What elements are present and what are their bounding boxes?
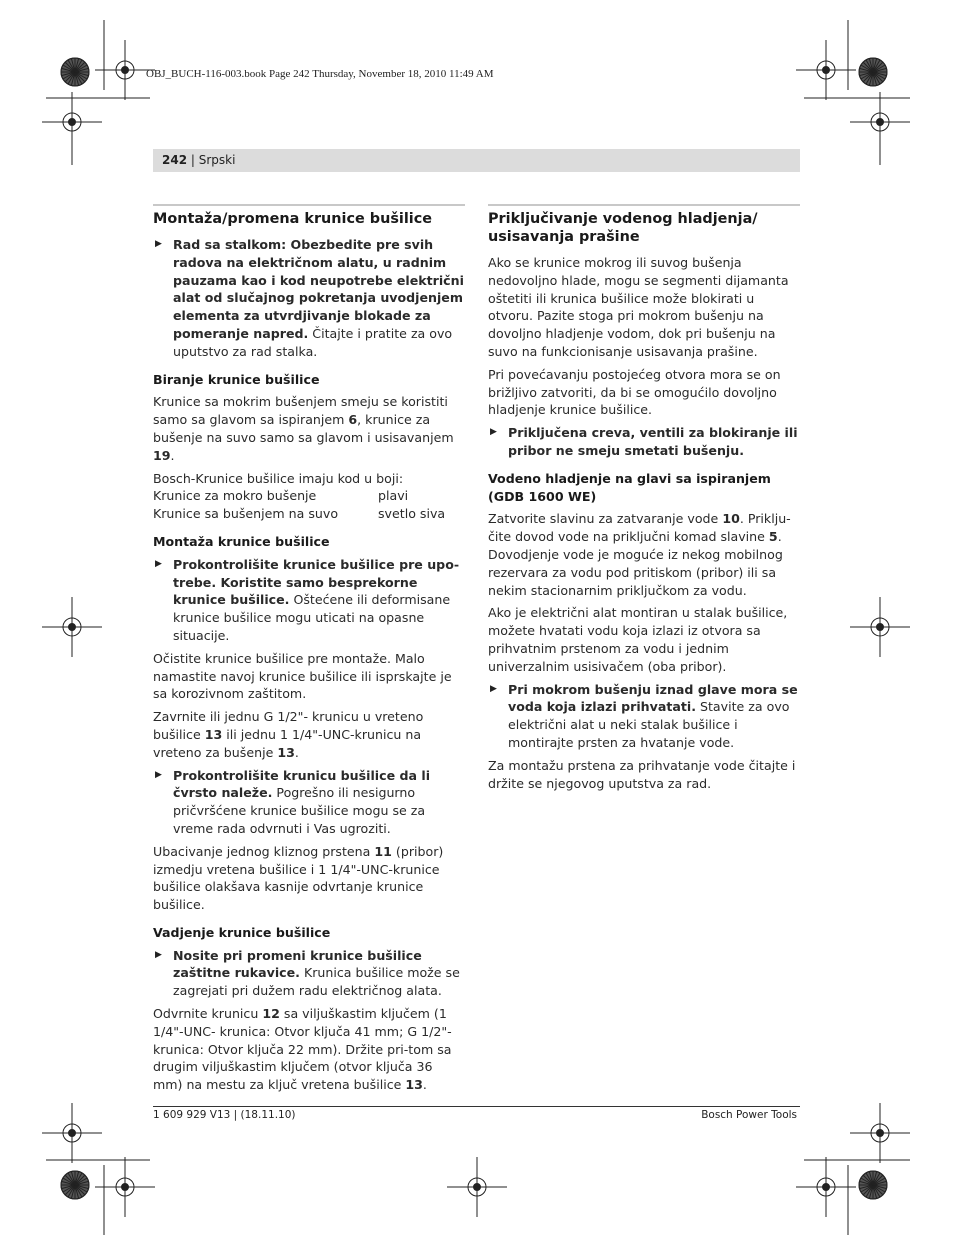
bullet-bold: Prokontrolišite krunice bušilice pre upo-trebe. Koristite samo besprekorne krunice bušilice. [173,556,460,608]
header-separator: | [187,153,199,167]
bullet-bold: Rad sa stalkom: Obezbedite pre svih radova na električnom alatu, u radnim pauzama kao i kod neupotrebe električni alat od slučajnog pokretanja uvodjenjem elementa za utvrdjivanje blokade za pomeranje napred. [173,237,464,341]
color-code-row-1 [153,487,465,505]
text: . [170,447,175,463]
bullet-stalak [153,236,465,361]
text: Krunice sa mokrim bušenjem smeju se koristiti samo sa glavom sa ispiranjem [153,394,448,428]
text: Zavrnite ili jednu G 1/2"- krunicu u vreteno bušilice [153,709,424,742]
color-code-value: plavi [378,488,409,504]
ref-number: 19 [153,447,171,463]
ref-number: 5 [768,529,778,545]
bullet-rukavice [153,947,465,1000]
bullet-text: Oštećene ili deformisane krunice bušilice mogu uticati na opasne situacije. [173,592,451,643]
text: sa viljuškastim ključem (1 1/4"-UNC- krunica: Otvor ključa 41 mm; G 1/2"-krunica: Otvor ključa 22 mm). Držite pri-tom sa drugim viljuškastim ključem (otvor ključa 36 mm) na mestu za ključ vretena bušilice [153,1006,452,1093]
left-column [153,204,465,1099]
text: Odvrnite krunicu [153,1006,263,1022]
footer-rule [153,1106,800,1107]
paragraph-ako: Ako se krunice mokrog ili suvog bušenja nedovoljno hlade, mogu se segmenti dijamanta oštetiti ili krunica bušilice može blokirati u otvoru. Pazite stoga pri mokrom bušenju na dovoljno hladjenje vodom, dok pri bušenju na suvo na funkcionisanje usisavanja prašine. [488,255,789,359]
paragraph-krunice [153,393,465,464]
ref-number: 12 [262,1006,280,1022]
subheading-biranje: Biranje krunice bušilice [153,371,320,387]
page-header [153,149,800,172]
bullet-text: Stavite za ovo električni alat u neki stalak bušilice i montirajte prsten za hvatanje vode. [508,699,790,750]
section-heading-prikljucivanje: Priključivanje vodenog hladjenja/ usisavanja prašine [488,204,800,246]
bullet-creva [488,424,800,460]
bullet-bold: Priključena creva, ventili za blokiranje ili pribor ne smeju smetati bušenju. [508,425,798,458]
bullet-text: Čitajte i pratite za ovo uputstvo za rad stalka. [173,325,453,359]
ref-number: 13 [277,744,295,760]
paragraph-pri: Pri povećavanju postojećeg otvora mora se on brižljivo zatvoriti, da bi se omogućilo dovoljno hladjenje krunice bušilice. [488,366,781,418]
paragraph-ubacivanje [153,843,465,914]
subheading-vadjenje: Vadjenje krunice bušilice [153,924,331,940]
color-code-label: Krunice za mokro bušenje [153,488,317,504]
bullet-bold: Prokontrolišite krunicu bušilice da li čvrsto naleže. [173,767,431,801]
header-language: Srpski [198,153,236,167]
ref-number: 10 [722,511,740,527]
paragraph-zatvorite [488,510,800,599]
paragraph-kod: Bosch-Krunice bušilice imaju kod u boji: [153,470,404,486]
page-number: 242 [162,153,188,167]
print-info-line: OBJ_BUCH-116-003.book Page 242 Thursday, November 18, 2010 11:49 AM [146,68,494,80]
bullet-text: Pogrešno ili nesigurno pričvršćene krunice bušilice mogu se za vreme rada odvrnuti i Vas ugroziti. [173,785,426,836]
color-code-label: Krunice sa bušenjem na suvo [153,506,339,522]
subheading-montaza-krunice: Montaža krunice bušilice [153,533,330,549]
text: Zatvorite slavinu za zatvaranje vode [488,511,723,527]
ref-number: 13 [405,1077,423,1093]
paragraph-ako-stalak: Ako je električni alat montiran u stalak bušilice, možete hvatati vodu koja izlazi iz otvora sa prihvatnim prstenom za vodu i jednim univerzalnim usisivačem (oba pribor). [488,605,788,674]
subheading-vodeno: Vodeno hladjenje na glavi sa ispiranjem (GDB 1600 WE) [488,470,771,504]
text: . [422,1077,427,1093]
section-heading-montaza: Montaža/promena krunice bušilice [153,204,465,228]
text: . Dovodjenje vode je moguće iz nekog mobilnog rezervara za vodu pod pritiskom (pribor) ili sa nekim stacionarnim priključkom za vodu. [488,529,783,598]
paragraph-ocistite: Očistite krunice bušilice pre montaže. Malo namastite navoj krunice bušilice ili isprskajte je sa korozivnom zaštitom. [153,650,452,702]
bullet-prokontrolisite [153,556,465,645]
paragraph-za-montazu: Za montažu prstena za prihvatanje vode čitajte i držite se njegovog uputstva za rad. [488,757,796,791]
bullet-text: Krunica bušilice može se zagrejati pri dužem radu električnog alata. [173,965,460,999]
right-column [488,204,800,797]
text: . [294,744,299,760]
color-code-row-2 [153,505,465,523]
paragraph-zavrnite [153,708,465,761]
text: ili jednu 1 1/4"-UNC-krunicu na vreteno za bušenje [153,726,422,760]
paragraph-odvrnite [153,1005,465,1094]
text: . Priklju-čite dovod vode na priključni komad slavine [488,511,791,545]
ref-number: 6 [348,412,358,428]
text: , krunice za bušenje na suvo samo sa glavom i usisavanjem [153,412,454,445]
bullet-bold: Pri mokrom bušenju iznad glave mora se voda koja izlazi prihvatati. [508,681,798,715]
text: (pribor) izmedju vretena bušilice i 1 1/4"-UNC-krunice bušilice olakšava kasnije odvrtanje krunice bušilice. [153,843,444,913]
text: Ubacivanje jednog kliznog prstena [153,843,375,859]
color-code-value: svetlo siva [378,506,446,522]
header-text [162,153,235,167]
footer-brand: Bosch Power Tools [701,1109,797,1121]
bullet-bold: Nosite pri promeni krunice bušilice zaštitne rukavice. [173,947,422,981]
ref-number: 13 [204,726,223,742]
footer-doc-id: 1 609 929 V13 | (18.11.10) [153,1109,296,1121]
bullet-cvrsto [153,767,465,838]
ref-number: 11 [374,843,392,859]
bullet-iznad-glave [488,681,800,752]
